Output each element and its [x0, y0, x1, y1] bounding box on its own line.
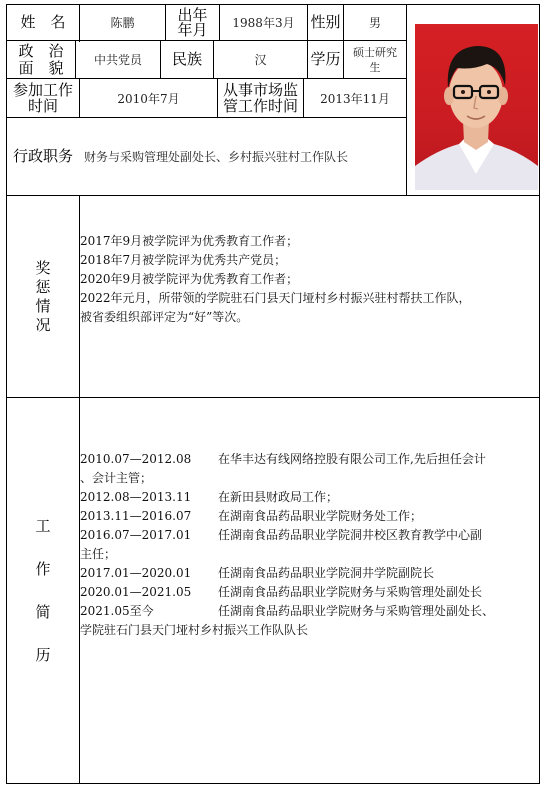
resume-desc: 任湖南食品药品职业学院洞井学院副院长 — [218, 566, 435, 580]
awards-label-char: 情 — [35, 296, 51, 315]
resume-desc: 在华丰达有线网络控股有限公司工作,先后担任会计 — [218, 452, 486, 466]
work-start-label — [7, 79, 79, 117]
market-label-line-2: 管工作时间 — [222, 97, 298, 115]
market-label-line-1: 从事市场监 — [222, 81, 298, 99]
award-item: 2022年元月，所带领的学院驻石门县天门垭村乡村振兴驻村帮扶工作队， — [80, 291, 471, 305]
resume-period: 2020.01—2021.05 — [80, 585, 192, 599]
ethnicity-value: 汉 — [254, 53, 267, 67]
politics-label-line-1: 政 治 — [18, 41, 64, 60]
work-start-value: 2010年7月 — [117, 91, 180, 106]
resume-desc-cont: 、会计主管； — [80, 471, 153, 485]
position-value: 财务与采购管理处副处长、乡村振兴驻村工作队长 — [84, 150, 349, 164]
awards-label-char: 惩 — [35, 277, 51, 296]
awards-label — [7, 196, 79, 397]
politics-value: 中共党员 — [93, 53, 142, 67]
resume-label-char: 工 — [35, 516, 51, 535]
awards-list — [80, 232, 539, 327]
resume-label-char: 简 — [35, 602, 51, 621]
birth-label-line-2: 年月 — [177, 20, 208, 39]
award-item: 2020年9月被学院评为优秀教育工作者； — [80, 272, 299, 286]
resume-period: 2016.07—2017.01 — [80, 528, 192, 542]
education-value-line-2: 生 — [369, 60, 381, 74]
birth-label-line-1: 出年 — [177, 5, 208, 24]
politics-label-line-2: 面 貌 — [18, 58, 64, 77]
resume-period: 2013.11—2016.07 — [80, 509, 192, 523]
gender-label: 性别 — [310, 13, 341, 31]
resume-label-char: 历 — [35, 645, 51, 664]
resume-desc: 在湖南食品药品职业学院财务处工作； — [218, 509, 423, 523]
resume-desc-cont: 主任； — [80, 547, 117, 561]
work-start-label-line-1: 参加工作 — [12, 81, 73, 99]
position-label: 行政职务 — [12, 147, 73, 165]
resume-period: 2010.07—2012.08 — [80, 452, 192, 466]
education-value — [344, 41, 406, 78]
awards-label-char: 况 — [35, 315, 51, 334]
portrait-image — [415, 24, 538, 190]
resume-desc: 在新田县财政局工作； — [218, 490, 339, 504]
award-item: 2017年9月被学院评为优秀教育工作者； — [80, 234, 299, 248]
award-item: 2018年7月被学院评为优秀共产党员； — [80, 253, 287, 267]
resume-period: 2017.01—2020.01 — [80, 566, 192, 580]
birth-value: 1988年3月 — [232, 16, 295, 30]
profile-photo — [415, 24, 538, 190]
resume-desc: 任湖南食品药品职业学院财务与采购管理处副处长、 — [218, 604, 495, 618]
resume-desc: 任湖南食品药品职业学院洞井校区教育教学中心副 — [218, 528, 483, 542]
name-value: 陈鹏 — [110, 16, 135, 30]
resume-label — [7, 398, 79, 783]
resume-period: 2021.05至今 — [80, 604, 154, 618]
resume-desc-cont: 学院驻石门县天门垭村乡村振兴工作队队长 — [80, 623, 309, 637]
name-label: 姓 名 — [20, 13, 66, 31]
education-value-line-1: 硕士研究 — [353, 45, 397, 59]
awards-label-char: 奖 — [35, 258, 51, 277]
resume-desc: 任湖南食品药品职业学院财务与采购管理处副处长 — [218, 585, 483, 599]
resume-period: 2012.08—2013.11 — [80, 490, 192, 504]
birth-label — [166, 5, 219, 40]
award-item: 被省委组织部评定为“好”等次。 — [80, 310, 249, 324]
ethnicity-label: 民族 — [171, 50, 202, 68]
work-start-label-line-2: 时间 — [27, 97, 58, 115]
market-label — [218, 79, 303, 117]
politics-label — [7, 41, 75, 78]
market-value: 2013年11月 — [320, 91, 390, 106]
gender-value: 男 — [368, 16, 381, 30]
education-label: 学历 — [310, 50, 341, 68]
resume-label-char: 作 — [35, 559, 51, 578]
